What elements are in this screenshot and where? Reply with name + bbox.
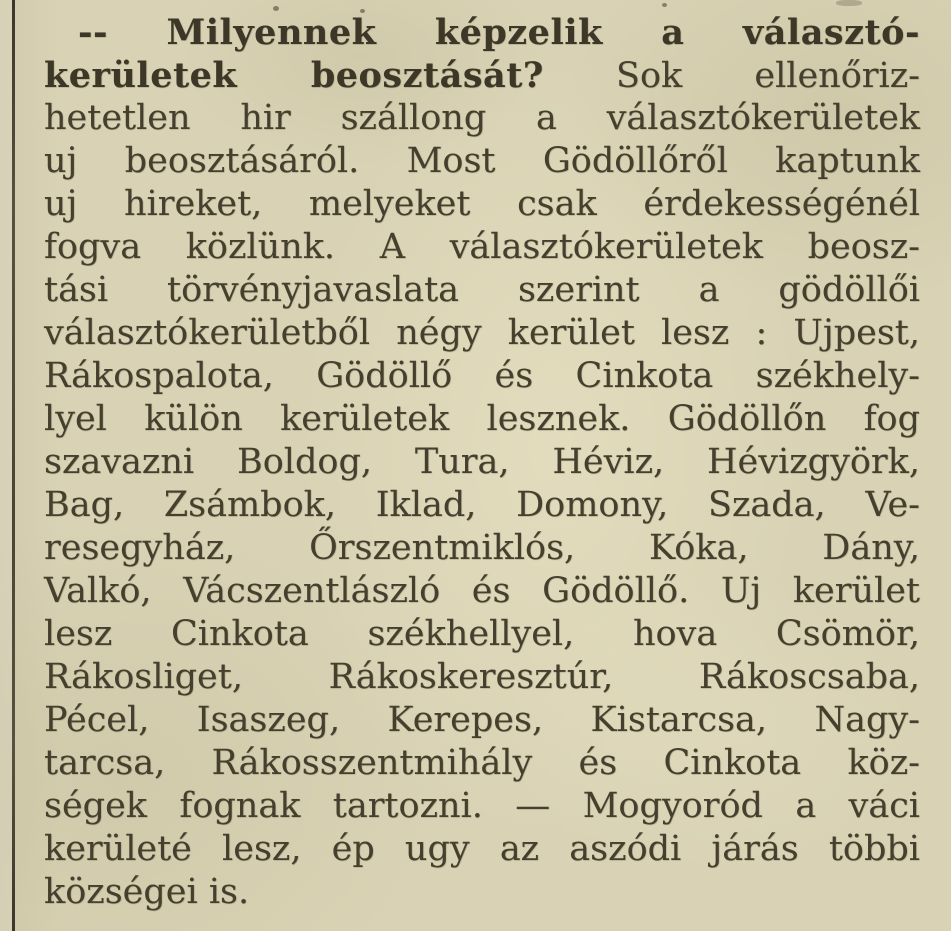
text-line xyxy=(44,183,920,226)
text-line xyxy=(44,312,920,355)
text-line xyxy=(44,398,920,441)
body-text: tási törvényjavaslata szerint a gödöllői xyxy=(44,270,920,310)
body-text: kerületé lesz, ép ugy az aszódi járás többi xyxy=(44,829,920,869)
body-text: Rákospalota, Gödöllő és Cinkota székhely- xyxy=(44,356,920,396)
text-line xyxy=(44,656,920,699)
body-text: községei is. xyxy=(44,872,250,912)
body-text: Bag, Zsámbok, Iklad, Domony, Szada, Ve- xyxy=(44,485,920,525)
text-line xyxy=(44,355,920,398)
body-text: hetetlen hir szállong a választókerületek xyxy=(44,98,920,138)
body-text: szavazni Boldog, Tura, Héviz, Hévizgyörk, xyxy=(44,442,920,482)
text-line xyxy=(44,54,920,97)
body-text: fogva közlünk. A választókerületek beosz- xyxy=(44,227,920,267)
body-text: uj hireket, melyeket csak érdekességénél xyxy=(44,184,920,224)
article-paragraph xyxy=(44,11,920,914)
text-line xyxy=(44,613,920,656)
body-text: lyel külön kerületek lesznek. Gödöllőn fog xyxy=(44,399,920,439)
body-text: tarcsa, Rákosszentmihály és Cinkota köz- xyxy=(44,743,920,783)
text-line xyxy=(44,828,920,871)
text-line xyxy=(44,570,920,613)
body-text: Rákosliget, Rákoskeresztúr, Rákoscsaba, xyxy=(44,657,920,697)
text-line xyxy=(44,527,920,570)
body-text: választókerületből négy kerület lesz : Ujpest, xyxy=(44,313,920,353)
ink-smudge xyxy=(836,0,862,6)
body-text: ségek fognak tartozni. — Mogyoród a váci xyxy=(44,786,920,826)
text-line xyxy=(44,742,920,785)
headline-text: kerületek beosztását? xyxy=(44,55,544,96)
text-line xyxy=(44,269,920,312)
text-line xyxy=(44,484,920,527)
headline-text: -- Milyennek képzelik a választó- xyxy=(78,12,920,53)
text-line xyxy=(44,97,920,140)
page-left-margin xyxy=(0,0,12,931)
text-line xyxy=(44,699,920,742)
body-text: resegyház, Őrszentmiklós, Kóka, Dány, xyxy=(44,528,920,568)
text-line xyxy=(44,140,920,183)
column-rule xyxy=(12,0,15,931)
body-text: Valkó, Vácszentlászló és Gödöllő. Uj kerület xyxy=(44,571,920,611)
text-line xyxy=(44,871,920,914)
body-text: lesz Cinkota székhellyel, hova Csömör, xyxy=(44,614,920,654)
body-text: Sok ellenőriz- xyxy=(543,56,920,96)
text-line xyxy=(44,11,920,54)
text-line xyxy=(44,441,920,484)
body-text: Pécel, Isaszeg, Kerepes, Kistarcsa, Nagy- xyxy=(44,700,920,740)
body-text: uj beosztásáról. Most Gödöllőről kaptunk xyxy=(44,141,920,181)
ink-speck xyxy=(662,3,667,7)
text-line xyxy=(44,785,920,828)
text-line xyxy=(44,226,920,269)
